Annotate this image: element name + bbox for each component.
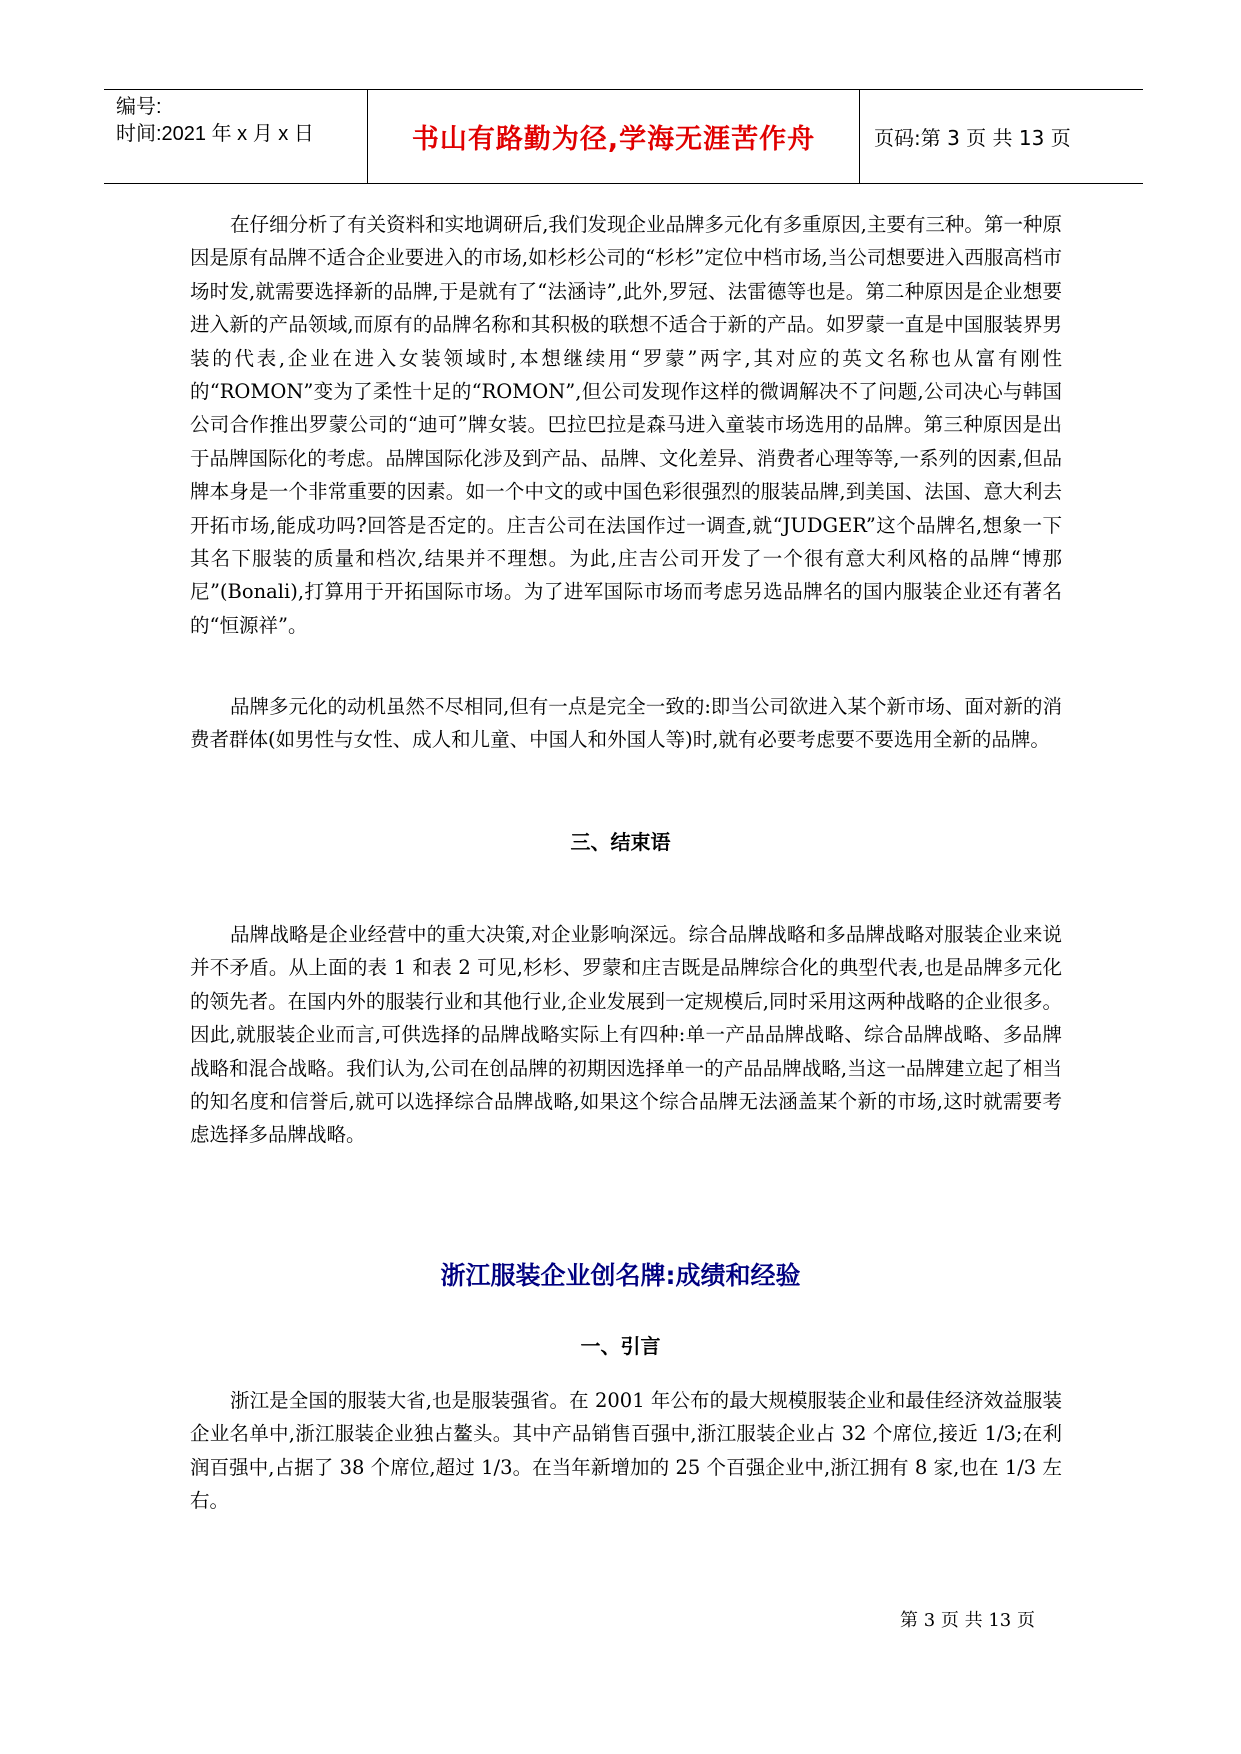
section-heading-introduction: 一、引言	[580, 1334, 661, 1358]
page-header-table	[104, 89, 1143, 184]
body-paragraph-reasons: 在仔细分析了有关资料和实地调研后,我们发现企业品牌多元化有多重原因,主要有三种。第一种原因是原有品牌不适合企业要进入的市场,如杉杉公司的“杉杉”定位中档市场,当公司想要进入西服高档市场时发,就需要选择新的品牌,于是就有了“法涵诗”,此外,罗冠、法雷德等也是。第二种原因是企业想要进入新的产品领域,而原有的品牌名称和其积极的联想不适合于新的产品。如罗蒙一直是中国服装界男装的代表,企业在进入女装领域时,本想继续用“罗蒙”两字,其对应的英文名称也从富有刚性的“ROMON”变为了柔性十足的“ROMON”,但公司发现作这样的微调解决不了问题,公司决心与韩国公司合作推出罗蒙公司的“迪可”牌女装。巴拉巴拉是森马进入童装市场选用的品牌。第三种原因是出于品牌国际化的考虑。品牌国际化涉及到产品、品牌、文化差异、消费者心理等等,一系列的因素,但品牌本身是一个非常重要的因素。如一个中文的或中国色彩很强烈的服装品牌,到美国、法国、意大利去开拓市场,能成功吗?回答是否定的。庄吉公司在法国作过一调查,就“JUDGER”这个品牌名,想象一下其名下服装的质量和档次,结果并不理想。为此,庄吉公司开发了一个很有意大利风格的品牌“博那尼”(Bonali),打算用于开拓国际市场。为了进军国际市场而考虑另选品牌名的国内服装企业还有著名的“恒源祥”。	[190, 213, 1062, 637]
section-heading-conclusion: 三、结束语	[570, 830, 671, 854]
header-left-cell	[104, 90, 368, 183]
article-title: 浙江服装企业创名牌:成绩和经验	[440, 1261, 801, 1290]
document-number-label: 编号:	[116, 96, 162, 118]
header-page-info: 页码:第 3 页 共 13 页	[874, 126, 1071, 150]
header-motto: 书山有路勤为径,学海无涯苦作舟	[411, 124, 816, 155]
header-right-cell	[860, 90, 1143, 183]
header-middle-cell	[368, 90, 860, 183]
body-paragraph-conclusion: 品牌战略是企业经营中的重大决策,对企业影响深远。综合品牌战略和多品牌战略对服装企业来说并不矛盾。从上面的表 1 和表 2 可见,杉杉、罗蒙和庄吉既是品牌综合化的典型代表,也是品牌多元化的领先者。在国内外的服装行业和其他行业,企业发展到一定规模后,同时采用这两种战略的企业很多。因此,就服装企业而言,可供选择的品牌战略实际上有四种:单一产品品牌战略、综合品牌战略、多品牌战略和混合战略。我们认为,公司在创品牌的初期因选择单一的产品品牌战略,当这一品牌建立起了相当的知名度和信誉后,就可以选择综合品牌战略,如果这个综合品牌无法涵盖某个新的市场,这时就需要考虑选择多品牌战略。	[190, 923, 1062, 1147]
document-time-label: 时间:2021 年 x 月 x 日	[116, 123, 314, 145]
body-paragraph-motivation: 品牌多元化的动机虽然不尽相同,但有一点是完全一致的:即当公司欲进入某个新市场、面对新的消费者群体(如男性与女性、成人和儿童、中国人和外国人等)时,就有必要考虑要不要选用全新的品牌。	[190, 695, 1062, 752]
page-footer: 第 3 页 共 13 页	[900, 1610, 1035, 1631]
body-paragraph-introduction: 浙江是全国的服装大省,也是服装强省。在 2001 年公布的最大规模服装企业和最佳经济效益服装企业名单中,浙江服装企业独占鳌头。其中产品销售百强中,浙江服装企业占 32 个席位,接近 1/3;在利润百强中,占据了 38 个席位,超过 1/3。在当年新增加的 25 个百强企业中,浙江拥有 8 家,也在 1/3 左右。	[190, 1389, 1062, 1513]
